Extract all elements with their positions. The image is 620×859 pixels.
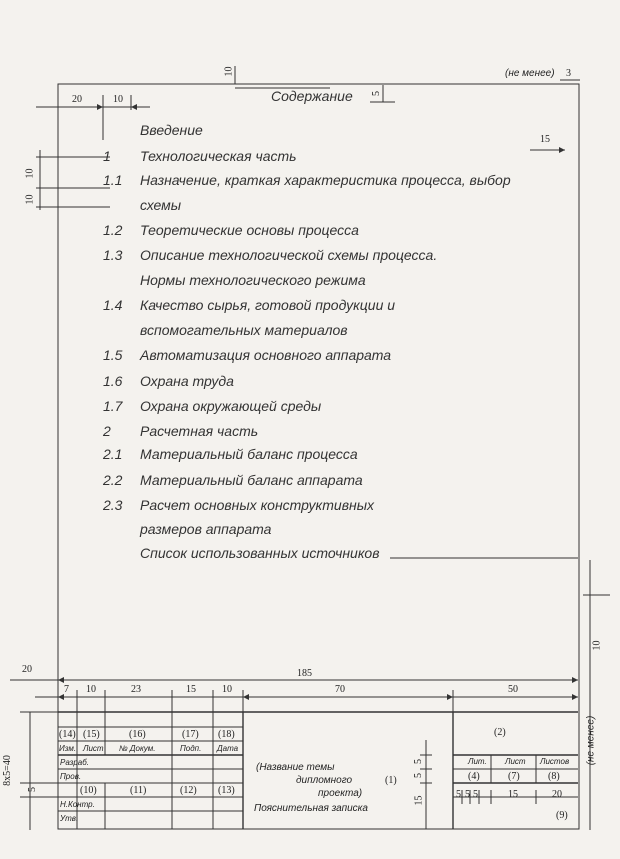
toc-mat-balance-process: Материальный баланс процесса: [140, 446, 358, 462]
toc-num-1-7: 1.7: [103, 398, 123, 414]
toc-num-2-1: 2.1: [103, 446, 123, 462]
stamp-sheets-head: Листов: [540, 757, 570, 766]
stamp-field-8: (8): [548, 771, 560, 782]
stamp-sub-15: 15: [508, 789, 518, 800]
stamp-sheet-head: Лист: [505, 757, 526, 766]
dim-23: 23: [131, 684, 141, 695]
dim-5a: 5: [413, 759, 424, 764]
page-title: Содержание: [271, 88, 353, 104]
toc-num-2-3: 2.3: [103, 497, 123, 513]
stamp-lit-head: Лит.: [468, 757, 487, 766]
dim-20-left: 20: [72, 94, 82, 105]
toc-num-2: 2: [103, 423, 111, 439]
stamp-field-4: (4): [468, 771, 480, 782]
stamp-field-9: (9): [556, 810, 568, 821]
toc-design-calc-cont: размеров аппарата: [140, 521, 272, 537]
dim-5-title: 5: [371, 91, 382, 96]
stamp-colnum-15: (15): [83, 729, 100, 740]
toc-tech-part: Технологическая часть: [140, 148, 297, 164]
toc-scheme: Описание технологической схемы процесса.: [140, 247, 438, 263]
dim-10-top: 10: [223, 66, 235, 77]
dim-10b: 10: [222, 684, 232, 695]
dim-8x5: 8х5=40: [1, 755, 13, 786]
stamp-colnum-14: (14): [59, 729, 76, 740]
stamp-rownum-10: (10): [80, 785, 97, 796]
dim-10a: 10: [86, 684, 96, 695]
stamp-rownum-12: (12): [180, 785, 197, 796]
stamp-sub-5c: 5: [473, 789, 478, 800]
toc-num-1-5: 1.5: [103, 347, 123, 363]
dim-5b: 5: [413, 773, 424, 778]
toc-num-2-2: 2.2: [103, 472, 123, 488]
dim-10-right: 10: [591, 640, 603, 651]
toc-scheme-cont: Нормы технологического режима: [140, 272, 366, 288]
top-min-num: 3: [566, 68, 571, 79]
dim-70: 70: [335, 684, 345, 695]
stamp-row-approved: Утв.: [60, 814, 79, 823]
stamp-title-line2: дипломного: [296, 775, 353, 786]
stamp-subtitle: Пояснительная записка: [254, 803, 368, 814]
stamp-head-izm: Изм.: [59, 744, 77, 753]
toc-design-calc: Расчет основных конструктивных: [140, 497, 375, 513]
stamp-field-2: (2): [494, 727, 506, 738]
stamp-head-date: Дата: [217, 744, 239, 753]
dim-50: 50: [508, 684, 518, 695]
toc-mat-balance-apparatus: Материальный баланс аппарата: [140, 472, 363, 488]
toc-theory: Теоретические основы процесса: [140, 222, 359, 238]
dim-10-v1: 10: [24, 168, 36, 179]
stamp-sub-5b: 5: [465, 789, 470, 800]
stamp-colnum-18: (18): [218, 729, 235, 740]
toc-num-1: 1: [103, 148, 111, 164]
toc-environment: Охрана окружающей среды: [140, 398, 322, 414]
toc-quality: Качество сырья, готовой продукции и: [140, 297, 396, 313]
toc-purpose-cont: схемы: [140, 197, 182, 213]
dim-15-right: 15: [540, 134, 550, 145]
stamp-row-normcontrol: Н.Контр.: [60, 800, 95, 809]
stamp-head-list: Лист: [83, 744, 104, 753]
dim-15a: 15: [186, 684, 196, 695]
dim-not-less-v: (не менее): [585, 715, 597, 766]
stamp-head-doc: № Докум.: [119, 744, 156, 753]
dim-10-v2: 10: [24, 194, 36, 205]
toc-purpose: Назначение, краткая характеристика процесса, выбор: [140, 172, 511, 188]
dim-7: 7: [64, 684, 69, 695]
stamp-head-sign: Подп.: [180, 744, 202, 753]
top-min-label: (не менее): [505, 68, 555, 79]
toc-num-1-4: 1.4: [103, 297, 123, 313]
stamp-rownum-13: (13): [218, 785, 235, 796]
toc-labor: Охрана труда: [140, 373, 234, 389]
toc-num-1-6: 1.6: [103, 373, 123, 389]
toc-calc-part: Расчетная часть: [140, 423, 259, 439]
dim-10-left: 10: [113, 94, 123, 105]
dim-20-bottom: 20: [22, 664, 32, 675]
stamp-row-checked: Пров.: [60, 772, 82, 781]
dim-15-mid: 15: [413, 795, 425, 806]
dim-185: 185: [297, 668, 312, 679]
stamp-sub-20: 20: [552, 789, 562, 800]
toc-quality-cont: вспомогательных материалов: [140, 322, 348, 338]
toc-num-1-3: 1.3: [103, 247, 123, 263]
stamp-field-7: (7): [508, 771, 520, 782]
stamp-row-developed: Разраб.: [60, 758, 89, 767]
toc-references: Список использованных источников: [140, 545, 380, 561]
stamp-sub-5a: 5: [456, 789, 461, 800]
stamp-title-line1: (Название темы: [256, 762, 335, 773]
toc-num-1-2: 1.2: [103, 222, 123, 238]
stamp-rownum-11: (11): [130, 785, 147, 796]
toc-num-1-1: 1.1: [103, 172, 123, 188]
stamp-colnum-16: (16): [129, 729, 146, 740]
toc-intro: Введение: [140, 122, 203, 138]
stamp-title-line3: проекта): [318, 788, 363, 799]
toc-automation: Автоматизация основного аппарата: [140, 347, 392, 363]
dim-5-left: 5: [27, 787, 38, 792]
stamp-colnum-17: (17): [182, 729, 199, 740]
stamp-field-1: (1): [385, 775, 397, 786]
